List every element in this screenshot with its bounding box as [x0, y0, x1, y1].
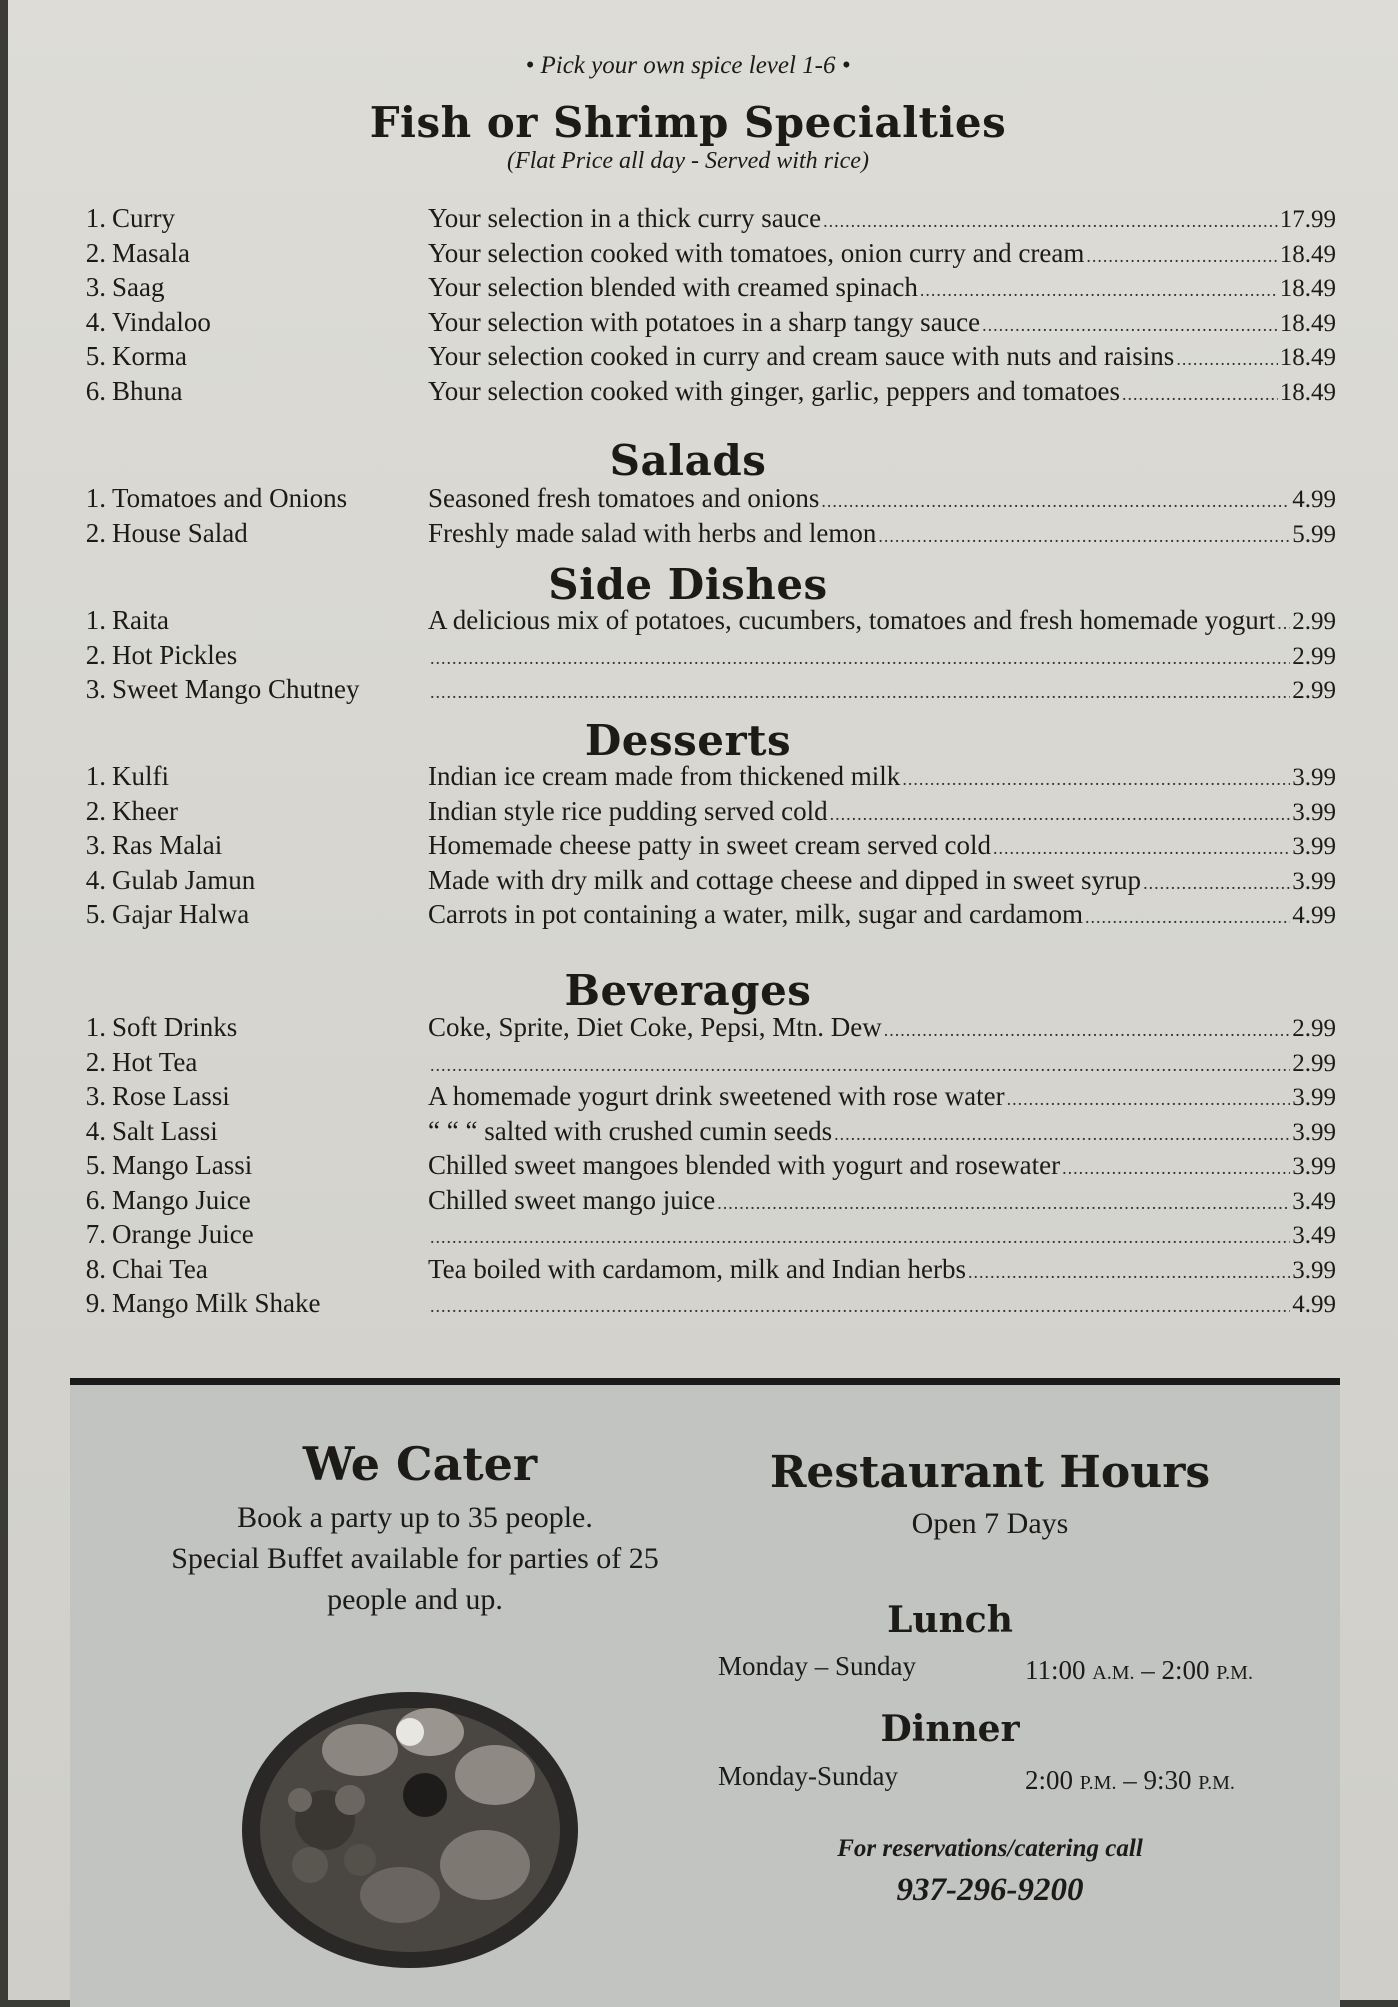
- item-description: A delicious mix of potatoes, cucumbers, tomatoes and fresh homemade yogurt: [428, 605, 1276, 635]
- dot-leader: [717, 1188, 1290, 1220]
- dinner-title: Dinner: [880, 1708, 1020, 1750]
- item-name: Kheer: [112, 795, 178, 826]
- item-price: 2.99: [1292, 677, 1336, 704]
- dot-leader: [1007, 1084, 1291, 1116]
- menu-item: [66, 1288, 1336, 1323]
- item-price: 18.49: [1279, 240, 1336, 268]
- item-number: 3.: [85, 272, 106, 302]
- menu-item: [66, 203, 1336, 238]
- item-number: 8.: [85, 1253, 106, 1284]
- dot-leader: [993, 833, 1290, 865]
- dot-leader: [1122, 379, 1278, 411]
- food-platter-photo: [240, 1680, 580, 1980]
- item-price: 3.99: [1292, 1256, 1336, 1284]
- menu-item: [66, 376, 1336, 411]
- menu-list-salads: [66, 483, 1336, 552]
- cater-line: people and up.: [327, 1583, 503, 1616]
- dinner-end: – 9:30: [1123, 1765, 1192, 1795]
- item-price: 18.49: [1279, 275, 1336, 302]
- section-title-salads: Salads: [609, 436, 767, 485]
- item-price: 2.99: [1292, 1015, 1336, 1042]
- item-name: House Salad: [112, 517, 248, 548]
- item-name: Korma: [112, 341, 187, 371]
- item-name: Chai Tea: [112, 1253, 208, 1284]
- item-name: Salt Lassi: [112, 1115, 218, 1146]
- dot-leader: [968, 1257, 1290, 1289]
- item-price: 3.99: [1292, 1118, 1336, 1146]
- hours-title: Restaurant Hours: [769, 1447, 1211, 1498]
- phone-number: 937-296-9200: [896, 1872, 1084, 1908]
- menu-item: [66, 483, 1336, 518]
- item-name: Gulab Jamun: [112, 864, 256, 895]
- item-name: Tomatoes and Onions: [112, 483, 348, 513]
- item-number: 3.: [85, 830, 106, 860]
- menu-item: [66, 272, 1336, 307]
- menu-item: [66, 1185, 1336, 1220]
- item-name: Mango Milk Shake: [112, 1288, 321, 1318]
- item-name: Bhuna: [112, 375, 183, 406]
- item-description: A homemade yogurt drink sweetened with rose water: [428, 1081, 1005, 1111]
- item-number: 4.: [85, 306, 106, 337]
- item-name: Rose Lassi: [112, 1081, 230, 1111]
- item-price: 18.49: [1279, 344, 1336, 371]
- menu-item: [66, 830, 1336, 865]
- dot-leader: [982, 310, 1278, 342]
- item-price: 3.99: [1292, 1153, 1336, 1180]
- item-number: 2.: [85, 795, 106, 826]
- lunch-times: [1025, 1655, 1253, 1686]
- item-price: 18.49: [1279, 309, 1336, 337]
- menu-item: [66, 1150, 1336, 1185]
- item-description: Your selection blended with creamed spinach: [428, 272, 918, 302]
- section-title-fish: Fish or Shrimp Specialties: [369, 98, 1007, 147]
- item-number: 5.: [85, 1150, 106, 1180]
- item-number: 2.: [85, 237, 106, 268]
- dinner-start: 2:00: [1025, 1765, 1074, 1795]
- item-number: 5.: [85, 899, 106, 929]
- menu-item: [66, 796, 1336, 831]
- dot-leader: [920, 275, 1278, 307]
- item-name: Gajar Halwa: [112, 899, 250, 929]
- dot-leader: [1086, 241, 1277, 273]
- menu-list-sides: [66, 605, 1336, 709]
- menu-item: [66, 640, 1336, 675]
- item-price: 3.99: [1292, 867, 1336, 895]
- menu-item: [66, 518, 1336, 553]
- item-name: Soft Drinks: [112, 1012, 238, 1042]
- item-number: 6.: [85, 1184, 106, 1215]
- menu-item: [66, 605, 1336, 640]
- item-price: 3.99: [1292, 833, 1336, 860]
- dot-leader: [884, 1015, 1291, 1047]
- spice-note: • Pick your own spice level 1-6 •: [525, 52, 851, 79]
- item-price: 3.99: [1292, 1084, 1336, 1111]
- dot-leader: [834, 1119, 1290, 1151]
- item-number: 2.: [85, 639, 106, 670]
- item-name: Hot Tea: [112, 1046, 198, 1077]
- menu-list-fish: [66, 203, 1336, 410]
- dot-leader: [821, 486, 1290, 518]
- item-description: Homemade cheese patty in sweet cream served cold: [428, 830, 992, 860]
- dot-leader: [1085, 902, 1290, 934]
- item-number: 7.: [85, 1219, 106, 1249]
- cater-text: [120, 1497, 710, 1620]
- menu-list-desserts: [66, 761, 1336, 934]
- section-title-sides: Side Dishes: [548, 560, 828, 609]
- item-number: 1.: [85, 605, 106, 635]
- lunch-end: – 2:00: [1141, 1655, 1210, 1685]
- item-price: 3.99: [1292, 764, 1336, 791]
- reservation-text: For reservations/catering call: [837, 1835, 1143, 1862]
- item-name: Mango Juice: [112, 1184, 251, 1215]
- cater-title: We Cater: [302, 1437, 538, 1491]
- item-number: 1.: [85, 203, 106, 233]
- dinner-times: [1025, 1765, 1235, 1796]
- lunch-end-ampm: P.M.: [1216, 1662, 1253, 1684]
- menu-item: [66, 1081, 1336, 1116]
- item-description: Chilled sweet mango juice: [428, 1184, 716, 1215]
- lunch-days: Monday – Sunday: [718, 1651, 916, 1681]
- item-name: Masala: [112, 237, 190, 268]
- item-description: Carrots in pot containing a water, milk, sugar and cardamom: [428, 899, 1083, 929]
- menu-item: [66, 1254, 1336, 1289]
- lunch-start-ampm: A.M.: [1092, 1662, 1135, 1684]
- dot-leader: [830, 799, 1291, 831]
- item-description: Your selection cooked in curry and cream sauce with nuts and raisins: [428, 341, 1175, 371]
- item-number: 3.: [85, 1081, 106, 1111]
- item-description: Coke, Sprite, Diet Coke, Pepsi, Mtn. Dew: [428, 1012, 882, 1042]
- item-price: 2.99: [1292, 642, 1336, 670]
- item-price: 17.99: [1279, 206, 1336, 233]
- item-number: 2.: [85, 517, 106, 548]
- dot-leader: [430, 677, 1290, 709]
- item-description: “ “ “ salted with crushed cumin seeds: [428, 1115, 833, 1146]
- menu-item: [66, 307, 1336, 342]
- item-price: 2.99: [1292, 1049, 1336, 1077]
- dinner-days: Monday-Sunday: [718, 1761, 898, 1791]
- item-price: 2.99: [1292, 608, 1336, 635]
- item-price: 4.99: [1292, 902, 1336, 929]
- lunch-start: 11:00: [1025, 1655, 1086, 1685]
- item-price: 4.99: [1292, 1291, 1336, 1318]
- item-name: Sweet Mango Chutney: [112, 674, 360, 704]
- item-name: Vindaloo: [112, 306, 211, 337]
- item-description: Indian style rice pudding served cold: [428, 795, 828, 826]
- item-price: 3.49: [1292, 1187, 1336, 1215]
- item-description: Your selection cooked with tomatoes, onion curry and cream: [428, 237, 1085, 268]
- cater-line: Special Buffet available for parties of 25: [171, 1542, 659, 1575]
- item-number: 1.: [85, 761, 106, 791]
- dot-leader: [1062, 1153, 1290, 1185]
- dot-leader: [430, 1050, 1290, 1082]
- item-description: Tea boiled with cardamom, milk and Indian herbs: [428, 1253, 966, 1284]
- lunch-title: Lunch: [887, 1599, 1013, 1641]
- item-number: 1.: [85, 1012, 106, 1042]
- dot-leader: [430, 1291, 1290, 1323]
- item-description: Chilled sweet mangoes blended with yogurt and rosewater: [428, 1150, 1061, 1180]
- item-description: Your selection in a thick curry sauce: [428, 203, 822, 233]
- item-number: 9.: [85, 1288, 106, 1318]
- menu-item: [66, 865, 1336, 900]
- item-description: Seasoned fresh tomatoes and onions: [428, 483, 820, 513]
- item-description: Indian ice cream made from thickened milk: [428, 761, 901, 791]
- dot-leader: [1176, 344, 1277, 376]
- item-name: Ras Malai: [112, 830, 223, 860]
- item-price: 3.99: [1292, 798, 1336, 826]
- item-number: 2.: [85, 1046, 106, 1077]
- menu-page: [8, 0, 1398, 2000]
- item-name: Raita: [112, 605, 169, 635]
- item-description: Freshly made salad with herbs and lemon: [428, 517, 877, 548]
- section-title-desserts: Desserts: [584, 716, 792, 765]
- dot-leader: [1277, 608, 1290, 640]
- item-description: Made with dry milk and cottage cheese and dipped in sweet syrup: [428, 864, 1142, 895]
- dot-leader: [902, 764, 1290, 796]
- open-days: Open 7 Days: [911, 1507, 1069, 1540]
- item-name: Orange Juice: [112, 1219, 254, 1249]
- cater-line: Book a party up to 35 people.: [237, 1501, 593, 1534]
- menu-item: [66, 1116, 1336, 1151]
- menu-item: [66, 1219, 1336, 1254]
- menu-item: [66, 674, 1336, 709]
- dinner-end-ampm: P.M.: [1198, 1772, 1235, 1794]
- dot-leader: [1143, 868, 1290, 900]
- dot-leader: [430, 1222, 1290, 1254]
- item-number: 5.: [85, 341, 106, 371]
- dot-leader: [430, 643, 1290, 675]
- item-price: 18.49: [1279, 378, 1336, 406]
- item-price: 5.99: [1292, 520, 1336, 548]
- menu-item: [66, 238, 1336, 273]
- item-price: 3.49: [1292, 1222, 1336, 1249]
- item-number: 6.: [85, 375, 106, 406]
- section-title-beverages: Beverages: [564, 966, 812, 1015]
- dinner-start-ampm: P.M.: [1079, 1772, 1117, 1794]
- item-name: Kulfi: [112, 761, 169, 791]
- item-number: 1.: [85, 483, 106, 513]
- info-box: [70, 1378, 1340, 2007]
- menu-item: [66, 341, 1336, 376]
- menu-item: [66, 1012, 1336, 1047]
- item-name: Saag: [112, 272, 165, 302]
- item-description: Your selection with potatoes in a sharp tangy sauce: [428, 306, 981, 337]
- menu-item: [66, 899, 1336, 934]
- item-price: 4.99: [1292, 486, 1336, 513]
- item-name: Hot Pickles: [112, 639, 238, 670]
- section-subtitle-fish: (Flat Price all day - Served with rice): [507, 148, 869, 174]
- dot-leader: [823, 206, 1278, 238]
- item-name: Mango Lassi: [112, 1150, 253, 1180]
- menu-item: [66, 1047, 1336, 1082]
- menu-item: [66, 761, 1336, 796]
- item-description: Your selection cooked with ginger, garlic, peppers and tomatoes: [428, 375, 1121, 406]
- item-name: Curry: [112, 203, 175, 233]
- item-number: 3.: [85, 674, 106, 704]
- item-number: 4.: [85, 864, 106, 895]
- dot-leader: [878, 521, 1290, 553]
- menu-list-beverages: [66, 1012, 1336, 1323]
- item-number: 4.: [85, 1115, 106, 1146]
